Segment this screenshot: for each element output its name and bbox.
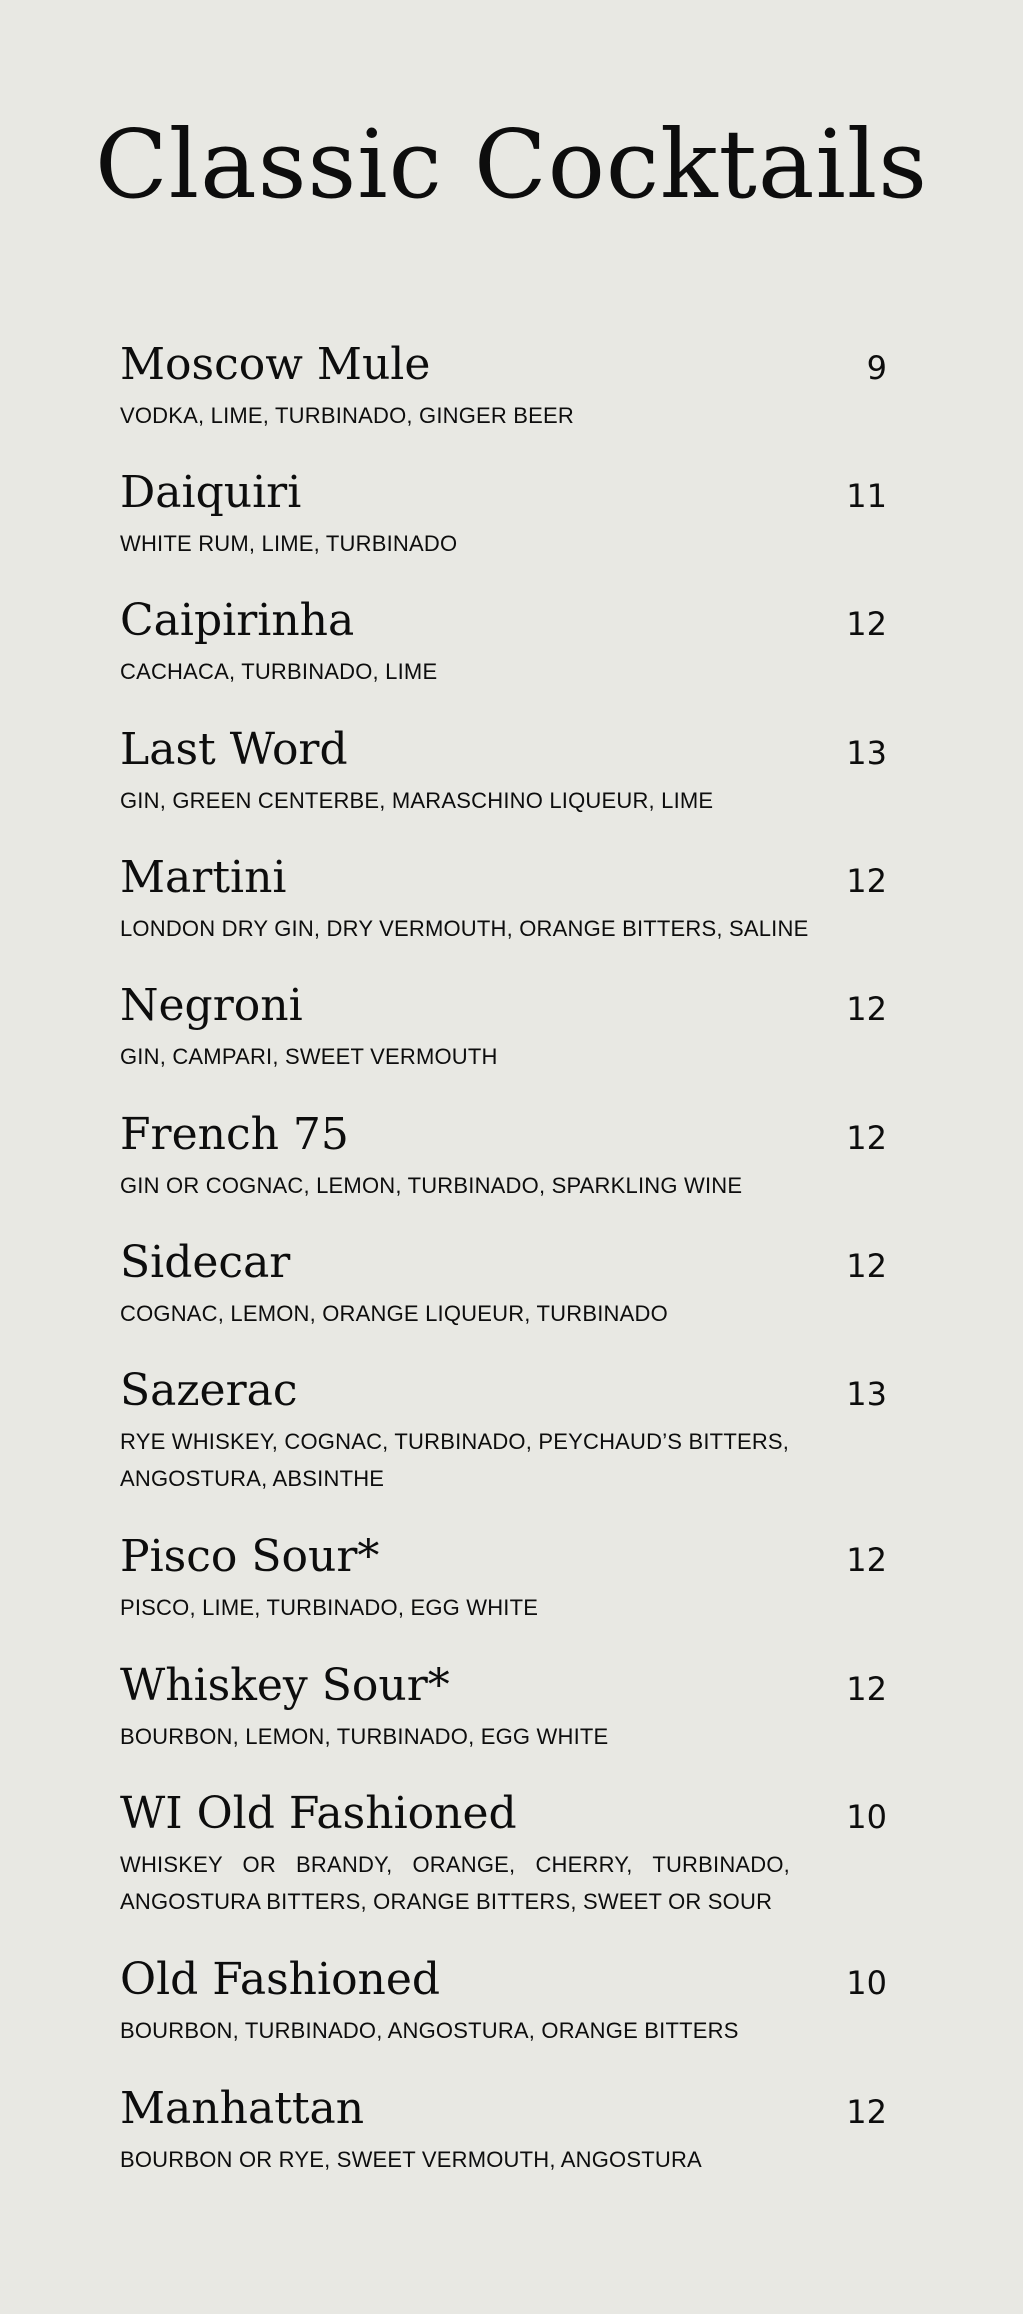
item-name: Negroni — [120, 980, 303, 1031]
item-description: CACHACA, TURBINADO, LIME — [120, 659, 438, 684]
item-description: WHITE RUM, LIME, TURBINADO — [120, 531, 458, 556]
item-name: Old Fashioned — [120, 1954, 441, 2005]
item-name: Martini — [120, 852, 287, 903]
item-price: 12 — [846, 862, 887, 900]
menu-item-wi-old-fashioned — [120, 1787, 900, 1920]
item-price: 12 — [846, 2093, 887, 2131]
item-price: 13 — [846, 1375, 887, 1413]
item-description: VODKA, LIME, TURBINADO, GINGER BEER — [120, 403, 575, 428]
item-name: Sidecar — [120, 1237, 291, 1288]
item-name: French 75 — [120, 1109, 349, 1160]
item-description: GIN, GREEN CENTERBE, MARASCHINO LIQUEUR, LIME — [120, 788, 714, 813]
item-price: 10 — [846, 1798, 887, 1836]
item-description: COGNAC, LEMON, ORANGE LIQUEUR, TURBINADO — [120, 1301, 668, 1326]
item-price: 12 — [846, 1541, 887, 1579]
item-price: 12 — [846, 1119, 887, 1157]
menu-item-negroni — [120, 979, 900, 1075]
menu-item-last-word — [120, 723, 900, 819]
item-price: 12 — [846, 1247, 887, 1285]
item-price: 10 — [846, 1964, 887, 2002]
item-description: WHISKEY OR BRANDY, ORANGE, CHERRY, TURBINADO, ANGOSTURA BITTERS, ORANGE BITTERS, SWEET OR SOUR — [120, 1852, 790, 1914]
menu-item-old-fashioned — [120, 1953, 900, 2049]
menu-item-whiskey-sour — [120, 1659, 900, 1755]
item-description: GIN OR COGNAC, LEMON, TURBINADO, SPARKLING WINE — [120, 1173, 743, 1198]
menu-item-pisco-sour — [120, 1530, 900, 1626]
item-description: BOURBON, LEMON, TURBINADO, EGG WHITE — [120, 1724, 609, 1749]
item-description: RYE WHISKEY, COGNAC, TURBINADO, PEYCHAUD’S BITTERS, ANGOSTURA, ABSINTHE — [120, 1429, 790, 1491]
item-name: Last Word — [120, 724, 348, 775]
item-description: LONDON DRY GIN, DRY VERMOUTH, ORANGE BITTERS, SALINE — [120, 916, 809, 941]
item-name: Pisco Sour* — [120, 1531, 380, 1582]
item-price: 12 — [846, 990, 887, 1028]
item-name: Manhattan — [120, 2083, 365, 2134]
menu-item-martini — [120, 851, 900, 947]
item-name: Sazerac — [120, 1365, 298, 1416]
item-price: 12 — [846, 605, 887, 643]
item-name: Whiskey Sour* — [120, 1660, 450, 1711]
item-description: GIN, CAMPARI, SWEET VERMOUTH — [120, 1044, 498, 1069]
item-description: BOURBON OR RYE, SWEET VERMOUTH, ANGOSTURA — [120, 2147, 702, 2172]
item-description: BOURBON, TURBINADO, ANGOSTURA, ORANGE BITTERS — [120, 2018, 739, 2043]
item-name: Caipirinha — [120, 595, 355, 646]
item-price: 11 — [846, 477, 887, 515]
item-name: Daiquiri — [120, 467, 302, 518]
menu-item-sidecar — [120, 1236, 900, 1332]
menu-item-french-75 — [120, 1108, 900, 1204]
menu-item-daiquiri — [120, 466, 900, 562]
item-price: 13 — [846, 734, 887, 772]
menu-item-sazerac — [120, 1364, 900, 1497]
item-name: Moscow Mule — [120, 339, 431, 390]
menu-item-manhattan — [120, 2082, 900, 2178]
page-title: Classic Cocktails — [95, 110, 928, 220]
item-description: PISCO, LIME, TURBINADO, EGG WHITE — [120, 1595, 539, 1620]
menu-item-caipirinha — [120, 594, 900, 690]
item-price: 9 — [866, 349, 887, 387]
menu-item-moscow-mule — [120, 338, 900, 434]
item-price: 12 — [846, 1670, 887, 1708]
item-name: WI Old Fashioned — [120, 1788, 517, 1839]
